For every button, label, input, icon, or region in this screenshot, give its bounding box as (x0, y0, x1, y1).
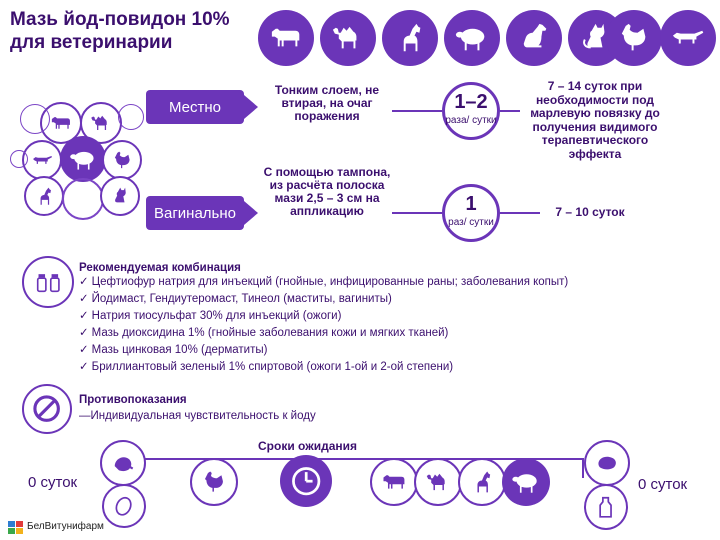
brand-name: БелВитунифарм (27, 521, 104, 532)
timeline-sheep-icon (502, 458, 550, 506)
list-item (79, 308, 699, 325)
prohibited-icon (22, 384, 72, 434)
horse-icon (382, 10, 438, 66)
withdrawal-left-value: 0 суток (28, 474, 78, 491)
route-local-label: Местно (146, 90, 244, 124)
vials-icon (22, 256, 74, 308)
list-item (79, 342, 699, 359)
recommended-section (79, 262, 699, 376)
check-icon: ✓ (79, 327, 89, 339)
list-item-text: Мазь цинковая 10% (дерматиты) (91, 344, 268, 356)
timeline-cow-icon (370, 458, 418, 506)
list-item (79, 291, 699, 308)
withdrawal-right-value: 0 суток (638, 476, 688, 493)
timeline-chicken-icon (190, 458, 238, 506)
list-item (79, 359, 699, 376)
route-local-connector-2 (500, 110, 520, 112)
list-item-text: Натрия тиосульфат 30% для инъекций (ожоги) (91, 310, 342, 322)
meat-icon (584, 440, 630, 486)
contra-text: —Индивидуальная чувствительность к йоду (79, 410, 316, 422)
list-item-text: Йодимаст, Гендиутеромаст, Тинеол (маститы, вагиниты) (91, 293, 392, 305)
check-icon: ✓ (79, 276, 89, 288)
route-local-duration: 7 – 14 суток при необходимости под марлевую повязку до получения видимого терапевтического эффекта (530, 79, 660, 161)
list-item-text: Цефтиофур натрия для инъекций (гнойные, инфицированные раны; заболевания копыт) (91, 276, 569, 288)
route-local-frequency (442, 82, 500, 140)
recommended-title: Рекомендуемая комбинация (79, 262, 241, 274)
contra-title: Противопоказания (79, 394, 187, 406)
timeline-camel-icon (414, 458, 462, 506)
list-item (79, 325, 699, 342)
route-local-method: Тонким слоем, не втирая, на очаг поражения (274, 83, 380, 123)
milk-bottle-icon (584, 484, 628, 530)
cluster-cat-icon (100, 176, 140, 216)
cluster-chicken-icon (102, 140, 142, 180)
cow-icon (258, 10, 314, 66)
withdrawal-title: Сроки ожидания (258, 439, 358, 453)
route-local-connector (392, 110, 442, 112)
route-vaginal-connector-2 (500, 212, 540, 214)
cluster-ferret-icon (22, 140, 62, 180)
decor-ring (10, 150, 28, 168)
decor-ring (20, 104, 50, 134)
list-item-text: Бриллиантовый зеленый 1% спиртовой (ожоги 1-ой и 2-ой степени) (91, 361, 454, 373)
route-local-freq-num: 1–2 (454, 91, 488, 113)
route-vaginal-freq-unit: раз/ сутки (448, 217, 494, 228)
poultry-meat-icon (100, 440, 146, 486)
chicken-icon (606, 10, 662, 66)
brand-logo-icon (8, 520, 24, 534)
route-local-freq-unit: раза/ сутки (445, 115, 497, 126)
cluster-horse-icon (24, 176, 64, 216)
list-item (79, 274, 699, 291)
page-title (10, 8, 260, 54)
check-icon: ✓ (79, 361, 89, 373)
route-vaginal-method: С помощью тампона, из расчёта полоска мази 2,5 – 3 см на аппликацию (263, 165, 391, 218)
check-icon: ✓ (79, 344, 89, 356)
cluster-sheep-icon (60, 136, 106, 182)
check-icon: ✓ (79, 293, 89, 305)
route-vaginal-label: Вагинально (146, 196, 244, 230)
decor-ring (62, 178, 104, 220)
route-vaginal-frequency (442, 184, 500, 242)
check-icon: ✓ (79, 310, 89, 322)
sheep-icon (444, 10, 500, 66)
egg-icon (102, 484, 146, 528)
route-vaginal-freq-num: 1 (465, 193, 477, 215)
ferret-icon (660, 10, 716, 66)
timeline-horse-icon (458, 458, 506, 506)
clock-icon (280, 455, 332, 507)
title-line-1: Мазь йод-повидон 10% (10, 9, 230, 30)
route-vaginal-duration: 7 – 10 суток (555, 205, 625, 219)
camel-icon (320, 10, 376, 66)
decor-ring (118, 104, 144, 130)
title-line-2: для ветеринарии (10, 32, 173, 53)
route-vaginal-arrow (244, 201, 258, 225)
route-local-arrow (244, 95, 258, 119)
dog-icon (506, 10, 562, 66)
list-item-text: Мазь диоксидина 1% (гнойные заболевания кожи и мягких тканей) (91, 327, 449, 339)
route-vaginal-connector (392, 212, 442, 214)
